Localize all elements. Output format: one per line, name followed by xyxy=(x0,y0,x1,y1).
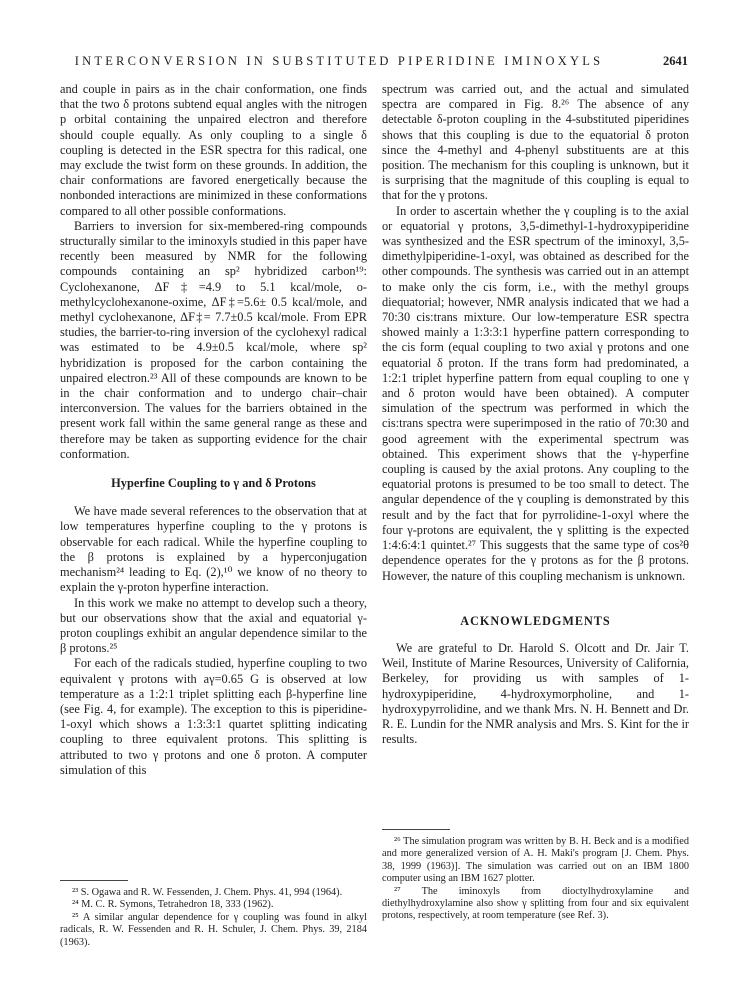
left-footnotes xyxy=(60,880,367,949)
page-number: 2641 xyxy=(663,54,688,68)
paragraph: In this work we make no attempt to develop such a theory, but our observations show that the axial and equatorial γ-proton couplings exhibit an angular dependence similar to the β protons.²⁵ xyxy=(60,595,367,656)
right-footnotes xyxy=(382,829,689,923)
paragraph: spectrum was carried out, and the actual and simulated spectra are compared in Fig. 8.²⁶ The absence of any detectable δ-proton coupling in the 4-substituted piperidines shows that this coupling is due to the equatorial δ proton since the 4-methyl and 4-phenyl substituents are at this position. The mechanism for this coupling is unknown, but it is surprising that the magnitude of this coupling is equal to that for the γ protons. xyxy=(382,82,689,203)
footnote-rule xyxy=(382,829,450,830)
paragraph: Barriers to inversion for six-membered-ring compounds structurally similar to the iminoxyls studied in this paper have recently been measured by NMR for the following compounds containing an sp² hybridized carbon¹⁹: Cyclohexanone, ΔF‡=4.9 to 5.1 kcal/mole, o-methylcyclohexanone-oxime, ΔF‡=5.6± 0.5 kcal/mole, and methyl cyclohexanone, ΔF‡= 7.7±0.5 kcal/mole. From EPR studies, the barrier-to-ring inversion of the cyclohexyl radical was estimated to be 4.9±0.5 kcal/mole, where sp² hybridization is proposed for the carbon containing the unpaired electron.²³ All of these compounds are known to be in the chair conformation and to undergo chair–chair interconversion. The values for the barriers obtained in the present work fall within the same general range as these and therefore may be taken as supporting evidence for the chair conformation. xyxy=(60,218,367,461)
footnote: ²⁵ A similar angular dependence for γ coupling was found in alkyl radicals, R. W. Fessenden and R. H. Schuler, J. Chem. Phys. 39, 2184 (1963). xyxy=(60,911,367,948)
footnote: ²⁶ The simulation program was written by B. H. Beck and is a modified and more generalized version of A. H. Maki's program [J. Chem. Phys. 38, 1999 (1963)]. The simulation was carried out on an IBM 1800 computer using an IBM 1627 plotter. xyxy=(382,836,689,885)
paragraph: We have made several references to the observation that at low temperatures hyperfine coupling to the γ protons is observable for each radical. While the hyperfine coupling to the β protons is explained by a hyperconjugation mechanism²⁴ leading to Eq. (2),¹⁰ we know of no theory to explain the γ-proton hyperfine interaction. xyxy=(60,504,367,595)
footnote: ²⁴ M. C. R. Symons, Tetrahedron 18, 333 (1962). xyxy=(72,899,274,911)
left-column xyxy=(60,82,367,778)
running-title: INTERCONVERSION IN SUBSTITUTED PIPERIDINE IMINOXYLS xyxy=(74,54,604,68)
acknowledgments-text: We are grateful to Dr. Harold S. Olcott and Dr. Jair T. Weil, Institute of Marine Resources, University of California, Berkeley, for providing us with samples of 1-hydroxypiperidine, 4-hydroxymorpholine, and 1-hydroxypyrrolidine, and we thank Mrs. N. H. Bennett and Dr. R. E. Lundin for the NMR analysis and Mrs. S. Kint for the ir results. xyxy=(382,640,689,747)
running-header xyxy=(60,54,688,74)
paragraph: In order to ascertain whether the γ coupling is to the axial or equatorial γ protons, 3,5-dimethyl-1-hydroxypiperidine was synthesized and the ESR spectrum of the iminoxyl, 3,5-dimethylpiperidine-1-oxyl, was obtained as described for the other compounds. The synthesis was carried out in an attempt to make only the cis form, i.e., with the methyl groups diequatorial; however, NMR analysis indicated that we had a 70:30 cis:trans mixture. Our low-temperature ESR spectra showed mainly a 1:3:3:1 hyperfine pattern corresponding to the cis form (equal coupling to two axial γ protons and one equatorial δ proton. If the trans form had predominated, a 1:2:1 triplet hyperfine pattern from equal coupling to one γ and δ proton would have been obtained). A computer simulation of the spectrum was performed in which the cis:trans spectra were superimposed in the ratio of 70:30 and good agreement with the experimental spectrum was obtained. This experiment shows that the γ-hyperfine coupling is caused by the axial protons. Any coupling to the equatorial protons is presumed to be too small to detect. The angular dependence of the γ coupling is demonstrated by this result and by the fact that for pyrrolidine-1-oxyl where the four γ-protons are equivalent, the γ splitting is the expected 1:4:6:4:1 quintet.²⁷ This suggests that the same type of cos²θ dependence operates for the γ protons as for the β protons. However, the nature of this coupling mechanism is unknown. xyxy=(382,203,689,583)
acknowledgments-heading: ACKNOWLEDGMENTS xyxy=(460,613,611,628)
footnote: ²⁷ The iminoxyls from dioctylhydroxylamine and diethylhydroxylamine also show γ splitting from four and six equivalent protons, respectively, at room temperature (see Ref. 3). xyxy=(382,885,689,922)
right-column xyxy=(382,82,689,747)
paragraph: For each of the radicals studied, hyperfine coupling to two equivalent γ protons with aγ=0.65 G is observed at low temperature as a 1:2:1 triplet splitting each β-hyperfine line (see Fig. 4, for example). The exception to this is piperidine-1-oxyl which shows a 1:3:3:1 quartet splitting indicating coupling to three equivalent protons. This splitting is attributed to two γ protons and one δ proton. A computer simulation of this xyxy=(60,656,367,777)
section-heading: Hyperfine Coupling to γ and δ Protons xyxy=(111,476,316,491)
footnote: ²³ S. Ogawa and R. W. Fessenden, J. Chem. Phys. 41, 994 (1964). xyxy=(72,887,343,898)
paragraph: and couple in pairs as in the chair conformation, one finds that the two δ protons subtend equal angles with the nitrogen p orbital containing the unpaired electron and therefore should couple equally. As only coupling to a single δ coupling is detected in the ESR spectra for this radical, one may exclude the twist form on these grounds. In addition, the chair conformations are favored energetically because the nonbonded interactions are minimized in these conformations compared to all other possible conformations. xyxy=(60,82,367,218)
footnote-rule xyxy=(60,880,128,881)
